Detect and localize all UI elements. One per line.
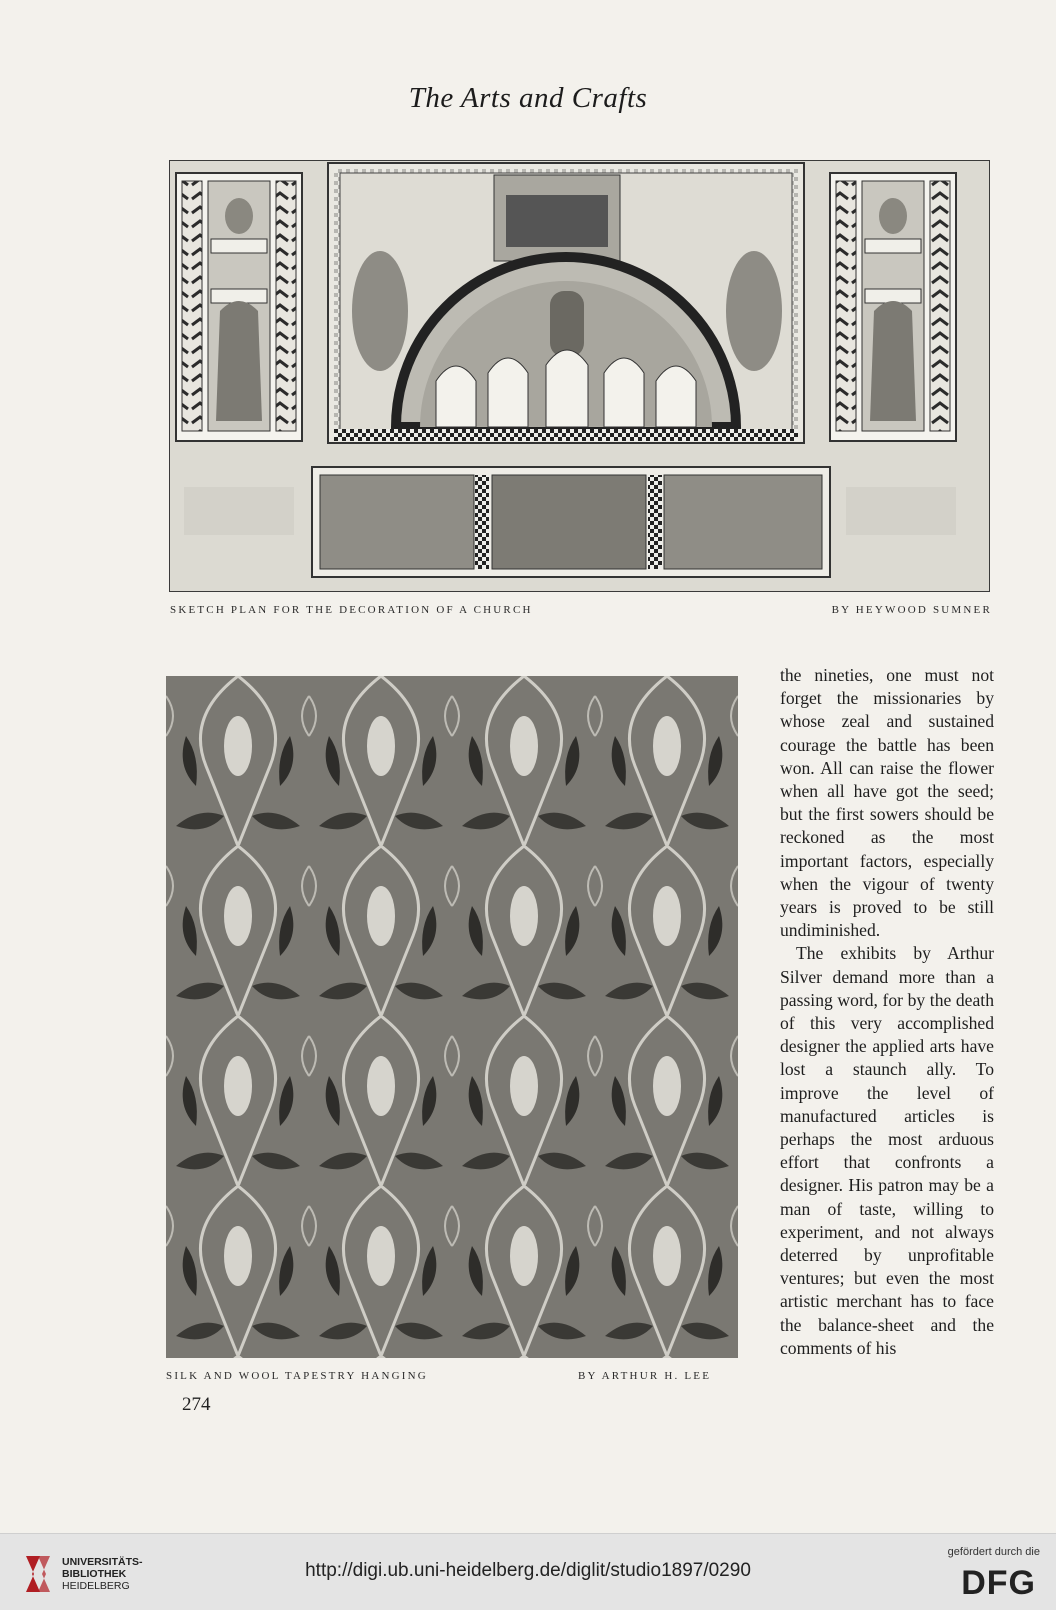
predella-panel <box>184 467 956 577</box>
left-panel <box>176 173 302 441</box>
bottom-figure-credit: BY ARTHUR H. LEE <box>578 1370 712 1382</box>
church-sketch-illustration <box>170 161 988 590</box>
body-text-column <box>780 664 994 1360</box>
dfg-logo: DFG <box>961 1564 1036 1602</box>
top-figure-caption: SKETCH PLAN FOR THE DECORATION OF A CHURCH <box>170 604 533 616</box>
body-paragraph: the nineties, one must not forget the missionaries by whose zeal and sustained courage the battle has been won. All can raise the flower when all have got the seed; but the first sowers should be reckoned as the most important factors, especially when the vigour of twenty years is proved to be still undiminished. <box>780 665 994 941</box>
right-panel <box>830 173 956 441</box>
page-number: 274 <box>182 1394 211 1415</box>
digitization-footer <box>0 1533 1056 1610</box>
bottom-figure-caption: SILK AND WOOL TAPESTRY HANGING <box>166 1370 428 1382</box>
sponsor-text: gefördert durch die <box>947 1546 1040 1558</box>
source-url-link[interactable]: http://digi.ub.uni-heidelberg.de/diglit/studio1897/0290 <box>305 1560 751 1581</box>
body-paragraph: The exhibits by Arthur Silver demand more than a passing word, for by the death of this very accomplished designer the applied arts have lost a staunch ally. To improve the level of manufactured articles is perhaps the most arduous effort that confronts a designer. His patron may be a man of taste, willing to experiment, and not always deterred by unprofitable ventures; but even the most artistic merchant has to face the balance-sheet and the comments of his <box>780 943 994 1358</box>
top-figure-credit: BY HEYWOOD SUMNER <box>831 604 992 616</box>
tapestry-hanging-image <box>166 676 738 1358</box>
church-decoration-sketch <box>169 160 990 592</box>
central-panel <box>328 163 804 443</box>
running-head: The Arts and Crafts <box>408 82 648 114</box>
library-name: UNIVERSITÄTS- BIBLIOTHEK HEIDELBERG <box>62 1556 143 1592</box>
tapestry-pattern <box>166 676 738 1358</box>
